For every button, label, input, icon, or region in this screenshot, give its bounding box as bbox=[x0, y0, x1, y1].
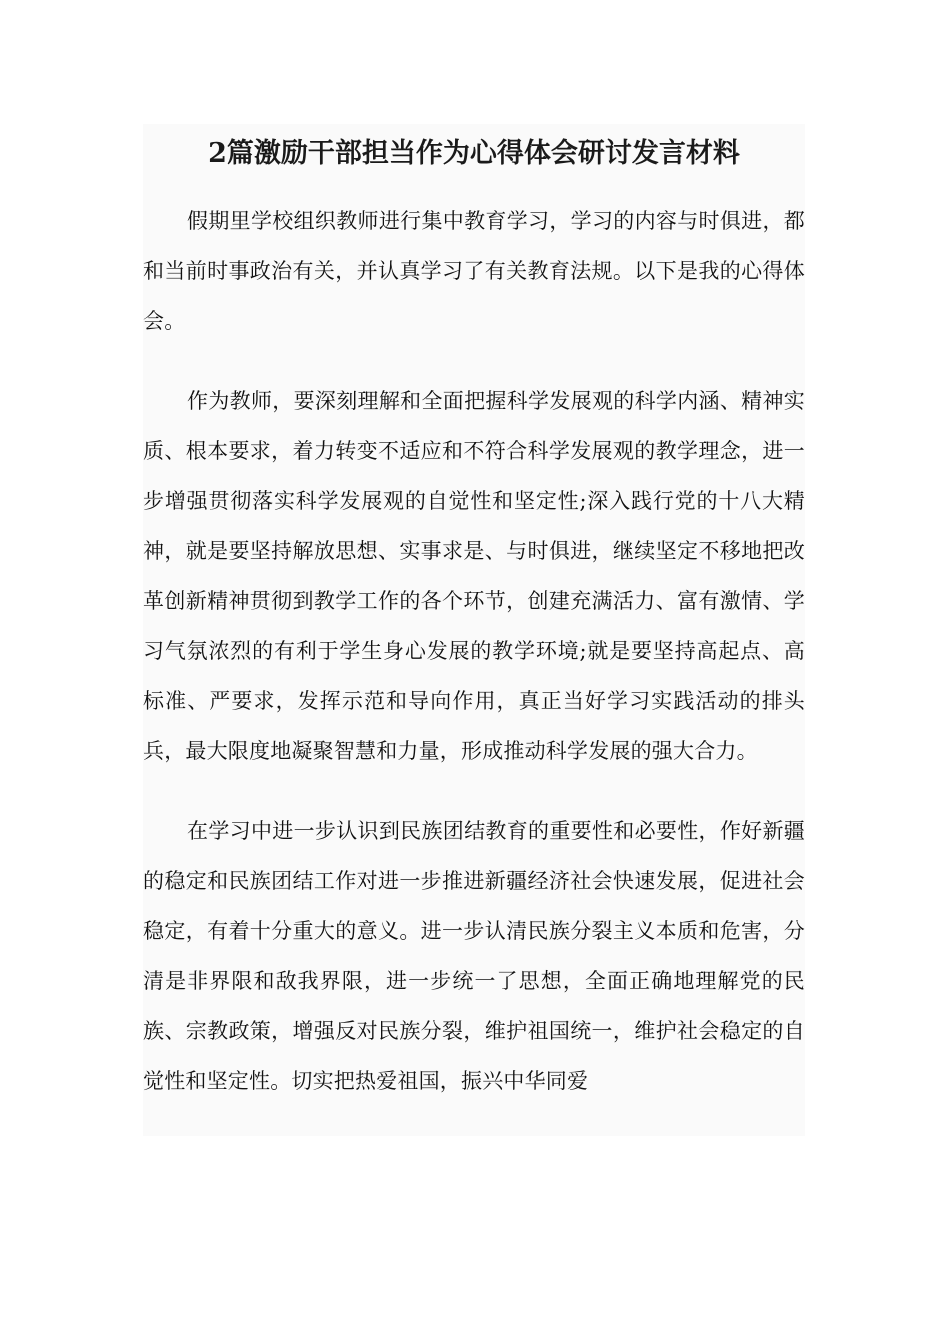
document-title: 2篇激励干部担当作为心得体会研讨发言材料 bbox=[208, 138, 740, 169]
paragraph-3: 在学习中进一步认识到民族团结教育的重要性和必要性，作好新疆的稳定和民族团结工作对进一步推进新疆经济社会快速发展，促进社会稳定，有着十分重大的意义。进一步认清民族分裂主义本质和危害，分清是非界限和敌我界限，进一步统一了思想，全面正确地理解党的民族、宗教政策，增强反对民族分裂，维护祖国统一，维护社会稳定的自觉性和坚定性。切实把热爱祖国，振兴中华同爱 bbox=[143, 819, 805, 1093]
document-body bbox=[143, 124, 805, 1136]
paragraph-2: 作为教师，要深刻理解和全面把握科学发展观的科学内涵、精神实质、根本要求，着力转变不适应和不符合科学发展观的教学理念，进一步增强贯彻落实科学发展观的自觉性和坚定性;深入践行党的十八大精神，就是要坚持解放思想、实事求是、与时俱进，继续坚定不移地把改革创新精神贯彻到教学工作的各个环节，创建充满活力、富有激情、学习气氛浓烈的有利于学生身心发展的教学环境;就是要坚持高起点、高标准、严要求，发挥示范和导向作用，真正当好学习实践活动的排头兵，最大限度地凝聚智慧和力量，形成推动科学发展的强大合力。 bbox=[143, 389, 805, 763]
paragraph-1: 假期里学校组织教师进行集中教育学习，学习的内容与时俱进，都和当前时事政治有关，并认真学习了有关教育法规。以下是我的心得体会。 bbox=[143, 209, 805, 333]
